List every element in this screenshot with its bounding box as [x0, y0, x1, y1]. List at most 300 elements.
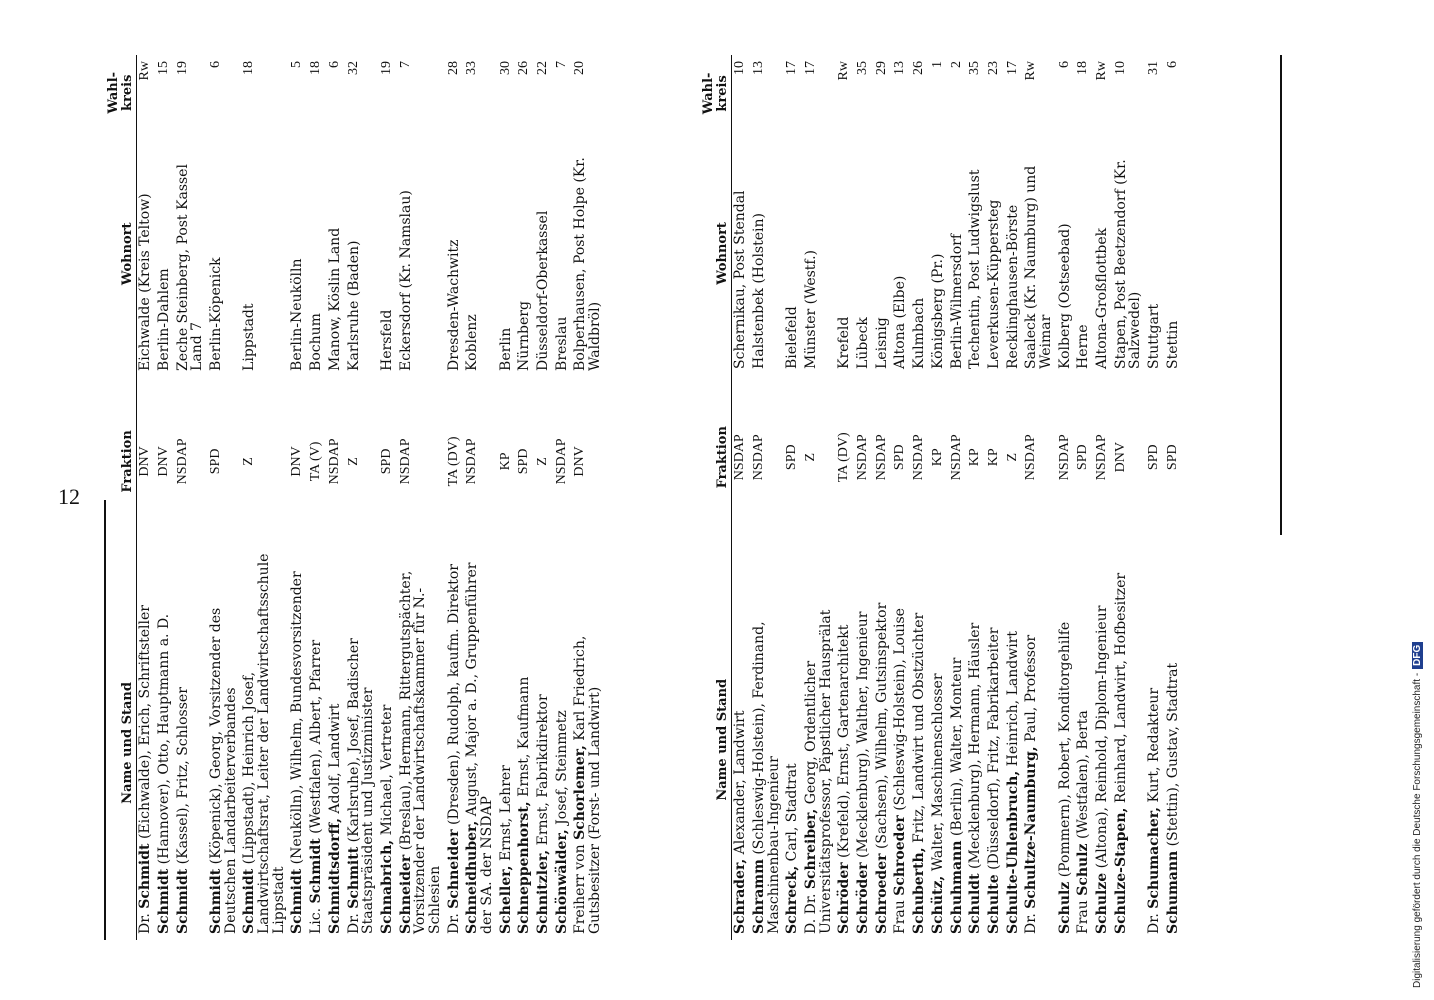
- wahlkreis-cell: 31: [1146, 61, 1162, 75]
- page-number: 12: [58, 484, 80, 509]
- left-member-table: [105, 55, 606, 940]
- wahlkreis-cell: 26: [911, 61, 927, 75]
- wahlkreis-cell: 15: [155, 61, 171, 75]
- member-name-cell: [967, 539, 986, 940]
- table-row: [911, 55, 930, 940]
- name-prefix: Frau: [1075, 900, 1092, 934]
- table-row: [379, 55, 398, 940]
- name-details: Georg, Ordentlicher Universitätsprofessor, Päpstlicher Hausprälat: [803, 609, 834, 934]
- wahlkreis-cell: 19: [174, 61, 190, 75]
- wohnort-cell: Berlin-Wilmersdorf: [948, 233, 965, 369]
- wohnort-cell: Techentin, Post Ludwigslust: [967, 169, 984, 369]
- name-details: (Kassel), Fritz, Schlosser: [174, 687, 191, 865]
- table-row: [732, 55, 751, 940]
- member-name-cell: [1023, 539, 1056, 940]
- surname: Schulz: [1056, 881, 1073, 934]
- table-row: [1165, 55, 1184, 940]
- name-details: Fritz, Landwirt und Obstzüchter: [911, 612, 928, 843]
- wahlkreis-cell: 28: [445, 61, 461, 75]
- fraktion-cell: SPD: [516, 448, 532, 475]
- wohnort-cell: Altona-Großflottbek: [1094, 227, 1111, 369]
- surname: Schuhmann: [948, 840, 965, 934]
- member-name-cell: [1113, 539, 1146, 940]
- fraktion-cell: NSDAP: [174, 438, 190, 485]
- surname: Schneidhuber,: [464, 820, 481, 934]
- name-details: (Dresden), Rudolph, kaufm. Direktor: [445, 564, 462, 825]
- surname: Schmidt: [137, 843, 154, 909]
- fraktion-cell: SPD: [378, 448, 394, 475]
- wahlkreis-cell: 6: [326, 61, 342, 68]
- name-details: Adolf, Landwirt: [326, 703, 343, 814]
- table-row: [398, 55, 446, 940]
- col-header-wohnort: Wohnort: [105, 131, 137, 377]
- table-row: [289, 55, 308, 940]
- surname: Schnitzler,: [535, 849, 552, 934]
- fraktion-cell: SPD: [1146, 444, 1162, 471]
- name-details: (Krefeld), Ernst, Gartenarchitekt: [836, 624, 853, 858]
- wahlkreis-cell: 7: [553, 61, 569, 68]
- wohnort-cell: Leverkusen-Küppersteg: [985, 199, 1002, 369]
- name-details: (Köpenick), Georg, Vorsitzender des Deutschen Landarbeiterverbandes: [208, 607, 239, 934]
- name-details: (Breslau), Hermann, Rittergutspächter, Vorsitzender der Landwirtschaftskammer für N.-Schlesien: [397, 570, 443, 934]
- table-row: [327, 55, 346, 940]
- name-prefix: Dr.: [445, 913, 462, 934]
- name-details: Ernst, Kaufmann: [516, 676, 533, 797]
- table-row: [464, 55, 497, 940]
- member-name-cell: [379, 546, 398, 940]
- wohnort-cell: Karlsruhe (Baden): [345, 240, 362, 371]
- wohnort-cell: Königsberg (Pr.): [929, 253, 946, 369]
- digitization-credit: [1398, 8, 1434, 992]
- table-row: [1146, 55, 1165, 940]
- wahlkreis-cell: 17: [803, 61, 819, 75]
- name-details: Walter, Maschinenschlosser: [929, 673, 946, 872]
- surname: Schulte-Uhlenbruch,: [1004, 770, 1021, 934]
- table-row: [1075, 55, 1094, 940]
- table-row: [751, 55, 784, 940]
- fraktion-cell: Z: [241, 457, 257, 466]
- wohnort-cell: Koblenz: [464, 314, 481, 371]
- member-name-cell: [175, 546, 208, 940]
- fraktion-cell: NSDAP: [326, 438, 342, 485]
- member-name-cell: [398, 546, 446, 940]
- surname: Schulze-Stapen,: [1112, 807, 1129, 934]
- wohnort-cell: Halstenbek (Holstein): [750, 213, 767, 369]
- wohnort-cell: Düsseldorf-Oberkassel: [535, 210, 552, 371]
- col-header-wohnort: Wohnort: [700, 132, 732, 375]
- member-name-cell: [836, 539, 855, 940]
- table-row: [967, 55, 986, 940]
- member-name-cell: [1005, 539, 1024, 940]
- fraktion-cell: NSDAP: [732, 434, 748, 481]
- name-details: Kurt, Redakteur: [1146, 687, 1163, 803]
- fraktion-cell: KP: [967, 448, 983, 467]
- table-row: [346, 55, 379, 940]
- surname: Schütz,: [929, 875, 946, 934]
- surname: Schorlemer,: [572, 745, 589, 840]
- member-name-cell: [464, 546, 497, 940]
- wohnort-cell: Hersfeld: [378, 309, 395, 371]
- fraktion-cell: KP: [929, 448, 945, 467]
- table-row: [535, 55, 554, 940]
- fraktion-cell: NSDAP: [873, 434, 889, 481]
- member-name-cell: [1094, 539, 1113, 940]
- member-name-cell: [803, 539, 836, 940]
- name-details: Ernst, Lehrer: [497, 765, 514, 862]
- table-header-row: [700, 55, 732, 940]
- wohnort-cell: Münster (Westf.): [803, 249, 820, 369]
- wohnort-cell: Breslau: [553, 316, 570, 371]
- surname: Schmidt: [208, 868, 225, 934]
- wahlkreis-cell: 2: [948, 61, 964, 68]
- wohnort-cell: Lübeck: [855, 317, 872, 369]
- table-row: [498, 55, 517, 940]
- member-name-cell: [572, 546, 605, 940]
- fraktion-cell: Z: [345, 457, 361, 466]
- name-prefix: Dr.: [1146, 913, 1163, 934]
- name-details: Ernst, Fabrikdirektor: [535, 694, 552, 846]
- fraktion-cell: Z: [803, 452, 819, 462]
- table-row: [874, 55, 893, 940]
- wahlkreis-cell: 18: [241, 61, 257, 75]
- wahlkreis-cell: 13: [750, 61, 766, 75]
- wohnort-cell: Manow, Köslin Land: [326, 227, 343, 371]
- col-header-fraktion: Fraktion: [700, 375, 732, 540]
- name-details: Carl, Stadtrat: [784, 763, 801, 862]
- wohnort-cell: Saaleck (Kr. Naumburg) und Weimar: [1023, 165, 1054, 369]
- surname: Schumacher,: [1146, 806, 1163, 909]
- table-row: [986, 55, 1005, 940]
- wahlkreis-cell: 30: [497, 61, 513, 75]
- member-name-cell: [751, 539, 784, 940]
- fraktion-cell: TA (DV): [445, 436, 461, 487]
- fraktion-cell: Z: [535, 457, 551, 466]
- member-name-cell: [137, 546, 156, 940]
- wohnort-cell: Bielefeld: [784, 306, 801, 369]
- fraktion-cell: SPD: [1164, 444, 1180, 471]
- wohnort-cell: Berlin: [497, 327, 514, 371]
- member-name-cell: [156, 546, 175, 940]
- name-prefix: Freiherr von: [572, 844, 589, 934]
- table-row: [137, 55, 156, 940]
- surname: Schulz: [1075, 843, 1092, 896]
- wohnort-cell: Eckersdorf (Kr. Namslau): [397, 190, 414, 371]
- wahlkreis-cell: 18: [1075, 61, 1091, 75]
- fraktion-cell: Z: [1004, 452, 1020, 462]
- surname: Schuldt: [967, 873, 984, 934]
- wohnort-cell: Krefeld: [836, 316, 853, 369]
- name-details: (Eichwalde), Erich, Schriftsteller: [137, 605, 154, 840]
- member-name-cell: [911, 539, 930, 940]
- member-name-cell: [289, 546, 308, 940]
- name-details: Heinrich, Landwirt: [1004, 631, 1021, 767]
- name-prefix: Dr.: [1023, 913, 1040, 934]
- credit-text: Digitalisierung gefördert durch die Deutsche Forschungsgemeinschaft -: [1412, 672, 1423, 988]
- fraktion-cell: NSDAP: [464, 438, 480, 485]
- surname: Schrader,: [732, 858, 749, 934]
- fraktion-cell: DNV: [572, 446, 588, 477]
- surname: Schroeder: [873, 853, 890, 934]
- surname: Schmidt: [174, 868, 191, 934]
- member-name-cell: [241, 546, 289, 940]
- table-row: [446, 55, 465, 940]
- member-name-cell: [554, 546, 573, 940]
- wahlkreis-cell: 13: [892, 61, 908, 75]
- wohnort-cell: Berlin-Dahlem: [155, 268, 172, 371]
- wahlkreis-cell: Rw: [137, 61, 153, 81]
- col-header-name: Name und Stand: [700, 539, 732, 940]
- wohnort-cell: Recklinghausen-Börste: [1004, 204, 1021, 369]
- fraktion-cell: NSDAP: [1094, 434, 1110, 481]
- fraktion-cell: NSDAP: [397, 438, 413, 485]
- fraktion-cell: NSDAP: [1023, 434, 1039, 481]
- surname: Schmidt: [241, 868, 258, 934]
- fraktion-cell: NSDAP: [553, 438, 569, 485]
- table-row: [949, 55, 968, 940]
- wahlkreis-cell: 35: [855, 61, 871, 75]
- wohnort-cell: Dresden-Wachwitz: [445, 239, 462, 371]
- table-row: [1005, 55, 1024, 940]
- name-details: Karl Friedrich, Gutsbesitzer (Forst- und Landwirt): [572, 635, 604, 934]
- table-row: [1023, 55, 1056, 940]
- surname: Schulze: [1094, 872, 1111, 934]
- name-prefix: Dr.: [345, 913, 362, 934]
- wohnort-cell: Stettin: [1164, 320, 1181, 369]
- wahlkreis-cell: 6: [208, 61, 224, 68]
- wahlkreis-cell: 32: [345, 61, 361, 75]
- surname: Schramm: [750, 859, 767, 934]
- fraktion-cell: NSDAP: [911, 434, 927, 481]
- name-details: (Westfalen), Albert, Pfarrer: [308, 639, 325, 834]
- name-details: (Schleswig-Holstein), Ferdinand, Maschinenbau-Ingenieur: [750, 621, 782, 934]
- surname: Schultze-Naumburg,: [1023, 746, 1040, 909]
- member-name-cell: [1165, 539, 1184, 940]
- name-details: (Mecklenburg), Walther, Ingenieur: [855, 611, 872, 858]
- surname: Schönwälder,: [553, 829, 570, 934]
- surname: Schmidt: [308, 838, 325, 904]
- member-name-cell: [1075, 539, 1094, 940]
- member-name-cell: [986, 539, 1005, 940]
- name-details: (Karlsruhe), Josef, Badischer Staatspräsident und Justizminister: [345, 638, 377, 934]
- name-details: (Neukölln), Wilhelm, Bundesvorsitzender: [289, 571, 306, 865]
- wahlkreis-cell: 1: [929, 61, 945, 68]
- wahlkreis-cell: 23: [985, 61, 1001, 75]
- table-row: [572, 55, 605, 940]
- wahlkreis-cell: 17: [784, 61, 800, 75]
- wahlkreis-cell: 18: [308, 61, 324, 75]
- fraktion-cell: TA (DV): [836, 432, 852, 483]
- member-name-cell: [208, 546, 241, 940]
- wohnort-cell: Schernikau, Post Stendal: [732, 190, 749, 369]
- wahlkreis-cell: 10: [1112, 61, 1128, 75]
- name-details: (Sachsen), Wilhelm, Gutsinspektor: [873, 602, 890, 850]
- surname: Schmidt: [155, 868, 172, 934]
- col-header-wahlkreis: Wahl-kreis: [700, 55, 732, 132]
- fraktion-cell: SPD: [208, 448, 224, 475]
- wohnort-cell: Nürnberg: [516, 301, 533, 371]
- table-row: [803, 55, 836, 940]
- member-name-cell: [732, 539, 751, 940]
- fraktion-cell: KP: [497, 452, 513, 471]
- surname: Scheller,: [497, 865, 514, 934]
- wohnort-cell: Berlin-Neukölln: [289, 258, 306, 371]
- name-prefix: D. Dr.: [803, 893, 820, 934]
- name-details: (Berlin), Walter, Monteur: [948, 657, 965, 837]
- fraktion-cell: NSDAP: [750, 434, 766, 481]
- wohnort-cell: Lippstadt: [241, 303, 258, 371]
- name-details: (Schleswig-Holstein), Louise: [892, 608, 909, 811]
- fraktion-cell: TA (V): [308, 441, 324, 482]
- wahlkreis-cell: 29: [873, 61, 889, 75]
- member-name-cell: [855, 539, 874, 940]
- surname: Schmidtsdorff,: [326, 818, 343, 934]
- name-details: (Lippstadt), Heinrich Josef, Landwirtschaftsrat, Leiter der Landwirtschaftsschule Lippstadt: [241, 553, 287, 934]
- wohnort-cell: Leisnig: [873, 317, 890, 369]
- surname: Schneppenhorst,: [516, 801, 533, 934]
- fraktion-cell: NSDAP: [948, 434, 964, 481]
- wahlkreis-cell: 19: [378, 61, 394, 75]
- member-name-cell: [346, 546, 379, 940]
- col-header-fraktion: Fraktion: [105, 377, 137, 546]
- name-details: (Mecklenburg), Hermann, Häusler: [967, 622, 984, 869]
- wohnort-cell: Stuttgart: [1146, 303, 1163, 369]
- fraktion-cell: NSDAP: [855, 434, 871, 481]
- table-row: [1113, 55, 1146, 940]
- table-row: [930, 55, 949, 940]
- table-row: [892, 55, 911, 940]
- surname: Schröder: [836, 862, 853, 934]
- surname: Schuberth,: [911, 847, 928, 934]
- surname: Schumann: [1164, 850, 1181, 934]
- name-details: (Altona), Reinhold, Diplom-Ingenieur: [1094, 605, 1111, 869]
- wahlkreis-cell: 22: [535, 61, 551, 75]
- name-details: Josef, Steinmetz: [553, 710, 570, 825]
- wahlkreis-cell: Rw: [1023, 61, 1039, 81]
- table-row: [1057, 55, 1076, 940]
- table-row: [516, 55, 535, 940]
- left-rule: [104, 500, 106, 940]
- table-row: [241, 55, 289, 940]
- surname: Schreiber,: [803, 808, 820, 890]
- surname: Schröder: [855, 862, 872, 934]
- wahlkreis-cell: 5: [289, 61, 305, 68]
- member-name-cell: [327, 546, 346, 940]
- fraktion-cell: NSDAP: [1056, 434, 1072, 481]
- surname: Schnabrich,: [378, 839, 395, 934]
- name-details: August, Major a. D., Gruppenführer der SA. der NSDAP: [464, 562, 496, 934]
- wohnort-cell: Herne: [1075, 324, 1092, 369]
- right-rule: [1280, 55, 1282, 535]
- wahlkreis-cell: 6: [1164, 61, 1180, 68]
- wohnort-cell: Kolberg (Ostseebad): [1056, 223, 1073, 369]
- fraktion-cell: KP: [985, 448, 1001, 467]
- wahlkreis-cell: 10: [732, 61, 748, 75]
- surname: Schreck,: [784, 865, 801, 934]
- member-name-cell: [446, 546, 465, 940]
- fraktion-cell: DNV: [155, 446, 171, 477]
- fraktion-cell: DNV: [137, 446, 153, 477]
- table-row: [1094, 55, 1113, 940]
- table-row: [554, 55, 573, 940]
- member-name-cell: [949, 539, 968, 940]
- surname: Schroeder: [892, 815, 909, 896]
- wahlkreis-cell: 33: [464, 61, 480, 75]
- table-row: [784, 55, 803, 940]
- wohnort-cell: Bochum: [308, 313, 325, 371]
- name-details: Reinhard, Landwirt, Hofbesitzer: [1112, 572, 1129, 804]
- member-name-cell: [1146, 539, 1165, 940]
- wohnort-cell: Zeche Steinberg, Post Kassel Land 7: [174, 164, 206, 371]
- wahlkreis-cell: 35: [967, 61, 983, 75]
- surname: Schneider: [445, 829, 462, 909]
- surname: Schmidt: [289, 868, 306, 934]
- name-details: (Pommern), Robert, Konditorgehilfe: [1056, 621, 1073, 878]
- member-name-cell: [930, 539, 949, 940]
- table-row: [208, 55, 241, 940]
- table-row: [855, 55, 874, 940]
- wahlkreis-cell: Rw: [1094, 61, 1110, 81]
- wahlkreis-cell: Rw: [836, 61, 852, 81]
- wahlkreis-cell: 17: [1004, 61, 1020, 75]
- name-details: (Stettin), Gustav, Stadtrat: [1164, 662, 1181, 847]
- surname: Schneider: [397, 854, 414, 934]
- fraktion-cell: SPD: [892, 444, 908, 471]
- fraktion-cell: SPD: [784, 444, 800, 471]
- surname: Schmitt: [345, 846, 362, 909]
- member-name-cell: [498, 546, 517, 940]
- wohnort-cell: Kulmbach: [911, 297, 928, 369]
- table-row: [156, 55, 175, 940]
- member-name-cell: [1057, 539, 1076, 940]
- name-prefix: Dr.: [137, 913, 154, 934]
- dfg-logo: DFG: [1412, 642, 1423, 669]
- col-header-name: Name und Stand: [105, 546, 137, 940]
- wohnort-cell: Bolperhausen, Post Holpe (Kr. Waldbröl): [572, 157, 604, 371]
- fraktion-cell: DNV: [1112, 442, 1128, 473]
- member-name-cell: [535, 546, 554, 940]
- wahlkreis-cell: 26: [516, 61, 532, 75]
- member-name-cell: [308, 546, 327, 940]
- wohnort-cell: Berlin-Köpenick: [208, 257, 225, 371]
- fraktion-cell: SPD: [1075, 444, 1091, 471]
- name-details: (Hannover), Otto, Hauptmann a. D.: [155, 613, 172, 865]
- name-details: (Westfalen), Berta: [1075, 710, 1092, 840]
- name-prefix: Frau: [892, 900, 909, 934]
- table-row: [308, 55, 327, 940]
- col-header-wahlkreis: Wahl-kreis: [105, 55, 137, 131]
- table-row: [836, 55, 855, 940]
- member-name-cell: [784, 539, 803, 940]
- name-details: (Düsseldorf), Fritz, Fabrikarbeiter: [985, 627, 1002, 870]
- fraktion-cell: DNV: [289, 446, 305, 477]
- name-details: Michael, Vertreter: [378, 704, 395, 836]
- member-name-cell: [516, 546, 535, 940]
- name-details: Paul, Professor: [1023, 634, 1040, 742]
- table-header-row: [105, 55, 137, 940]
- wohnort-cell: Eichwalde (Kreis Teltow): [137, 193, 154, 371]
- wahlkreis-cell: 20: [572, 61, 588, 75]
- name-prefix: Lic.: [308, 907, 325, 934]
- wahlkreis-cell: 6: [1056, 61, 1072, 68]
- member-name-cell: [892, 539, 911, 940]
- wahlkreis-cell: 7: [397, 61, 413, 68]
- right-member-table: [700, 55, 1183, 940]
- wohnort-cell: Stapen, Post Beetzendorf (Kr. Salzwedel): [1112, 159, 1144, 369]
- wohnort-cell: Altona (Elbe): [892, 275, 909, 369]
- table-row: [175, 55, 208, 940]
- name-details: Alexander, Landwirt: [732, 710, 749, 855]
- member-name-cell: [874, 539, 893, 940]
